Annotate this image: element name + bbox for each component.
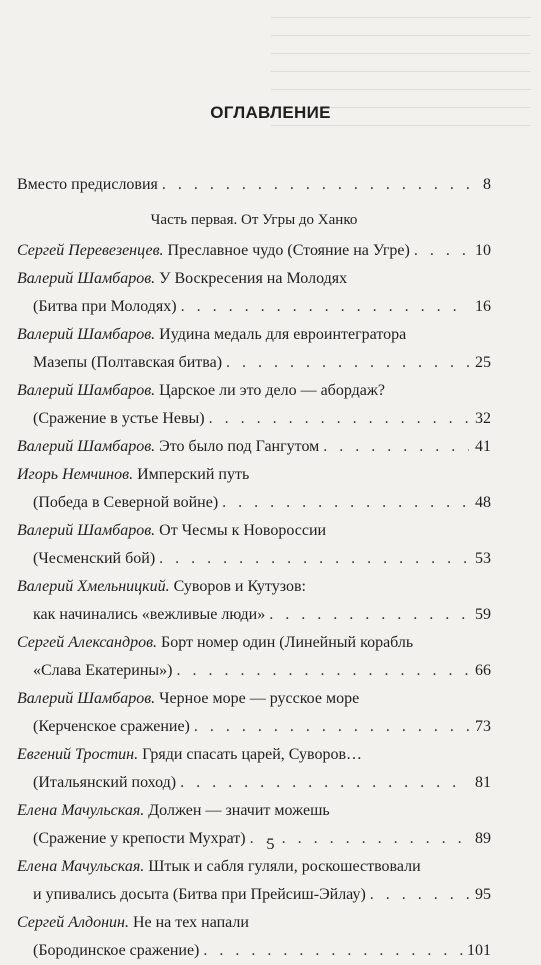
toc-title-cont: (Чесменский бой): [33, 550, 156, 567]
toc-entry[interactable]: [17, 433, 491, 461]
toc-title-cont: и упивались досыта (Битва при Прейсиш-Эйлау): [33, 886, 366, 903]
dot-leader: [222, 489, 469, 517]
dot-leader: [177, 657, 470, 685]
toc-entry[interactable]: [17, 237, 491, 265]
toc-title: Черное море — русское море: [155, 690, 360, 707]
toc-entry[interactable]: [17, 461, 491, 517]
toc-title-cont: (Битва при Молодях): [33, 298, 177, 315]
toc-title-cont: Мазепы (Полтавская битва): [33, 354, 223, 371]
dot-leader: [180, 769, 469, 797]
toc-entry[interactable]: [17, 573, 491, 629]
toc-author: Валерий Шамбаров.: [17, 522, 156, 539]
toc-page-number: 41: [475, 438, 491, 455]
toc-entry[interactable]: [17, 265, 491, 321]
toc-author: Валерий Шамбаров.: [17, 326, 156, 343]
toc-author: Игорь Немчинов.: [17, 466, 134, 483]
section-heading: Часть первая. От Угры до Ханко: [150, 212, 358, 228]
toc-author: Елена Мачульская.: [17, 802, 145, 819]
toc-author: Евгений Тростин.: [17, 746, 139, 763]
dot-leader: [226, 349, 469, 377]
toc-title: У Воскресения на Молодях: [155, 270, 348, 287]
toc-page-number: 95: [475, 886, 491, 903]
toc-page-number: 8: [483, 176, 491, 193]
toc-author: Сергей Алдонин.: [17, 914, 129, 931]
dot-leader: [194, 713, 469, 741]
toc-title: Суворов и Кутузов:: [169, 578, 306, 595]
toc-author: Валерий Хмельницкий.: [17, 578, 170, 595]
toc-entry-title: Вместо предисловия: [17, 176, 158, 193]
toc-entry[interactable]: [17, 321, 491, 377]
toc-title-cont: (Сражение в устье Невы): [33, 410, 205, 427]
toc-title-cont: «Слава Екатерины»): [33, 662, 173, 679]
toc-title: Иудина медаль для евроинтегратора: [155, 326, 407, 343]
toc-page-number: 53: [475, 550, 491, 567]
dot-leader: [323, 433, 469, 461]
toc-page-number: 101: [467, 942, 491, 959]
toc-page-number: 10: [475, 242, 491, 259]
toc-page-number: 81: [475, 774, 491, 791]
toc-author: Елена Мачульская.: [17, 858, 145, 875]
toc-title-cont: как начинались «вежливые люди»: [33, 606, 266, 623]
toc-title-cont: (Сражение у крепости Мухрат): [33, 830, 246, 847]
toc-page-number: 16: [475, 298, 491, 315]
toc-entry[interactable]: [17, 629, 491, 685]
toc-page-number: 73: [475, 718, 491, 735]
toc-title-cont: (Победа в Северной войне): [33, 494, 219, 511]
toc-title: Это было под Гангутом: [155, 438, 320, 455]
toc-entry-intro[interactable]: [17, 171, 491, 199]
toc-author: Валерий Шамбаров.: [17, 382, 156, 399]
toc-title: Гряди спасать царей, Суворов…: [138, 746, 363, 763]
toc-entry[interactable]: [17, 377, 491, 433]
toc-page-number: 66: [475, 662, 491, 679]
toc-page-number: 25: [475, 354, 491, 371]
dot-leader: [159, 545, 469, 573]
toc-title: Царское ли это дело — абордаж?: [155, 382, 386, 399]
toc-title: От Чесмы к Новороссии: [155, 522, 327, 539]
toc-title: Штык и сабля гуляли, роскошествовали: [144, 858, 421, 875]
page-number: 5: [266, 836, 275, 853]
dot-leader: [370, 881, 469, 909]
dot-leader: [162, 171, 469, 199]
toc-page-number: 48: [475, 494, 491, 511]
toc-author: Валерий Шамбаров.: [17, 690, 156, 707]
toc-author: Валерий Шамбаров.: [17, 270, 156, 287]
dot-leader: [181, 293, 469, 321]
toc-page-number: 32: [475, 410, 491, 427]
toc-entry[interactable]: [17, 685, 491, 741]
toc-page-number: 89: [475, 830, 491, 847]
toc-entry[interactable]: [17, 853, 491, 909]
toc-entry[interactable]: [17, 741, 491, 797]
dot-leader: [209, 405, 469, 433]
dot-leader: [269, 601, 469, 629]
toc-author: Сергей Перевезенцев.: [17, 242, 164, 259]
toc-author: Сергей Александров.: [17, 634, 158, 651]
toc-page-number: 59: [475, 606, 491, 623]
dot-leader: [203, 937, 463, 965]
toc-title: Имперский путь: [133, 466, 250, 483]
toc-title: Борт номер один (Линейный корабль: [157, 634, 414, 651]
toc-title-cont: (Бородинское сражение): [33, 942, 200, 959]
toc-title: Преславное чудо (Стояние на Угре): [163, 242, 410, 259]
toc-entry[interactable]: [17, 909, 491, 965]
toc-title-cont: (Керченское сражение): [33, 718, 190, 735]
toc-title-cont: (Итальянский поход): [33, 774, 177, 791]
toc-title: Не на тех напали: [128, 914, 249, 931]
dot-leader: [414, 237, 469, 265]
toc-author: Валерий Шамбаров.: [17, 438, 156, 455]
toc-title: Должен — значит можешь: [144, 802, 330, 819]
toc-entry[interactable]: [17, 517, 491, 573]
page-title: ОГЛАВЛЕНИЕ: [210, 103, 331, 122]
